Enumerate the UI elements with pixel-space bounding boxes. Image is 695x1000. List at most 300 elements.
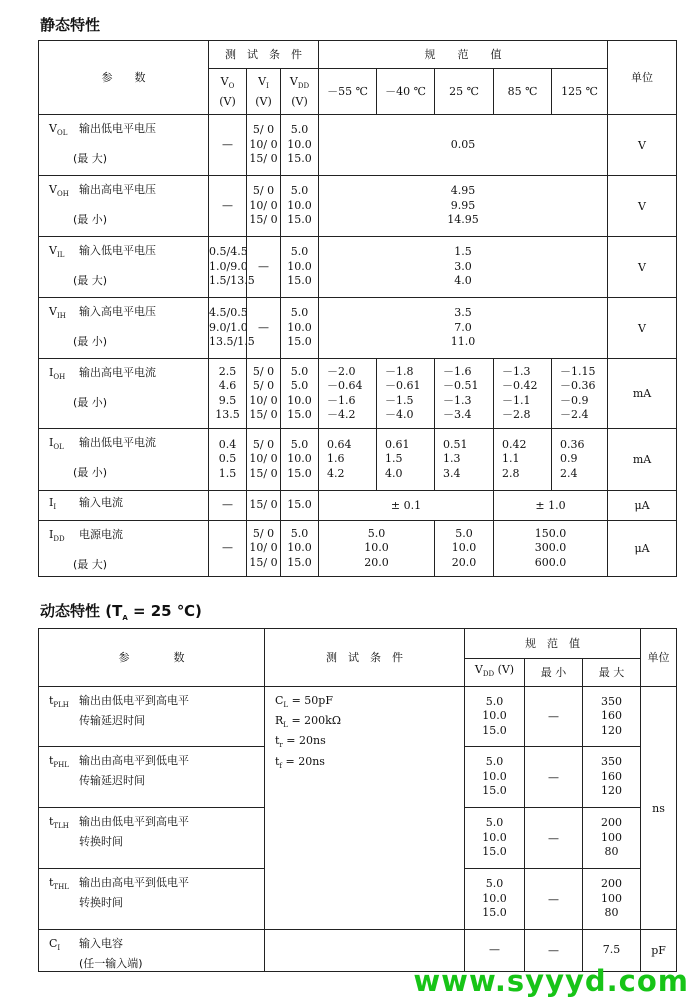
- temp-value-cell: [552, 359, 608, 429]
- value: 2.4: [560, 466, 578, 480]
- value: 15.0: [287, 555, 312, 569]
- value: —: [258, 320, 269, 334]
- param-line: [49, 528, 123, 544]
- value: 1.5/13.5: [209, 274, 255, 288]
- value: 5.0: [290, 184, 309, 198]
- value: 0.51: [443, 437, 468, 451]
- spec-value-cell: [319, 237, 608, 298]
- unit-cell: μA: [608, 521, 677, 577]
- condition-line: [275, 713, 464, 733]
- unit-cell: V: [608, 115, 677, 176]
- vi-cell: [247, 491, 281, 521]
- param-cell: [39, 237, 209, 298]
- vdd-cell: [281, 429, 319, 491]
- min-cell: —: [525, 747, 583, 808]
- value: －0.61: [385, 379, 421, 392]
- value: 10/ 0: [249, 137, 278, 151]
- temp-header: －40 ℃: [377, 69, 435, 115]
- value: 10.0: [287, 393, 312, 407]
- param-name: 输出由高电平到低电平: [79, 876, 189, 889]
- value-lines: [209, 245, 255, 289]
- param-cell: [39, 115, 209, 176]
- value-lines: [435, 438, 493, 482]
- value-lines: [465, 816, 524, 860]
- param-symbol: [49, 875, 79, 895]
- value: 15/ 0: [249, 213, 278, 227]
- value: 200: [601, 816, 623, 830]
- param-name-line2: 传输延迟时间: [79, 714, 145, 728]
- value: －3.4: [443, 408, 472, 421]
- symbol-sub: I: [53, 503, 57, 512]
- value: 5.0: [290, 245, 309, 259]
- max-cell: [583, 808, 641, 869]
- value-lines: [209, 306, 255, 350]
- value: 0.05: [450, 137, 476, 151]
- param-line: [49, 183, 156, 199]
- param-line: [49, 875, 264, 895]
- dyn-max-header: 最 大: [583, 659, 641, 687]
- value: 3.0: [454, 259, 472, 273]
- spec-value-cell: ± 0.1: [319, 491, 494, 521]
- param-cell: [39, 930, 265, 972]
- spec-value-cell: [319, 521, 435, 577]
- value: 0.5/4.5: [209, 245, 248, 259]
- spec-values-header: 规 范 值: [319, 41, 608, 69]
- value-lines: [465, 695, 524, 739]
- value: 80: [604, 845, 619, 859]
- unit-header: 单位: [608, 41, 677, 115]
- symbol: I: [49, 436, 54, 449]
- value: 0.9: [560, 452, 578, 466]
- value-lines: [247, 438, 280, 482]
- value: 9.0/1.0: [209, 320, 248, 334]
- value: —: [222, 541, 233, 555]
- value-lines: [377, 438, 434, 482]
- value-lines: [281, 527, 318, 571]
- symbol: I: [49, 528, 54, 541]
- spec-value-cell: [435, 521, 494, 577]
- static-row: [39, 176, 677, 237]
- unit-cell: V: [608, 237, 677, 298]
- value-lines: [319, 306, 607, 350]
- symbol: t: [49, 754, 54, 767]
- symbol: t: [49, 694, 54, 707]
- value: 5.0: [485, 755, 504, 769]
- value: 15.0: [287, 498, 312, 512]
- param-qualifier: (最 小): [73, 213, 108, 227]
- symbol-sub: PHL: [53, 761, 69, 770]
- param-cell: [39, 359, 209, 429]
- dyn-vdd-header: $V_{DD}$ (V): [465, 659, 525, 687]
- value: 15.0: [482, 784, 507, 798]
- value-lines: [435, 365, 493, 423]
- value: 10.0: [451, 541, 477, 555]
- value: 5.0: [367, 526, 386, 540]
- param-line: [49, 244, 156, 260]
- param-symbol: [49, 243, 79, 263]
- value-lines: [583, 877, 640, 921]
- value-lines: [209, 199, 246, 214]
- value-lines: [319, 245, 607, 289]
- value: 350: [601, 755, 623, 769]
- value: 3.4: [443, 466, 461, 480]
- value: 14.95: [447, 213, 479, 227]
- value-lines: [465, 943, 524, 958]
- value: 1.5: [385, 452, 403, 466]
- value: —: [489, 943, 500, 957]
- value-lines: [494, 438, 551, 482]
- value-lines: [319, 365, 376, 423]
- param-name: 输出高电平电流: [79, 366, 156, 379]
- param-name-line2: 转换时间: [79, 835, 123, 849]
- value: 2.5: [218, 364, 237, 378]
- param-cell: [39, 808, 265, 869]
- value: 120: [601, 723, 623, 737]
- value: 350: [601, 694, 623, 708]
- dynamic-section-title: 动态特性 ($T_A = 25$ ℃): [40, 602, 202, 622]
- vdd-cell: [281, 176, 319, 237]
- value: 1.0/9.0: [209, 259, 248, 273]
- value: 15.0: [287, 274, 312, 288]
- value-lines: [583, 816, 640, 860]
- value: 1.3: [443, 452, 461, 466]
- vo-cell: [209, 298, 255, 359]
- value: 10.0: [364, 541, 389, 555]
- temp-value-cell: [552, 429, 608, 491]
- vdd-cell: [465, 747, 525, 808]
- param-name-line2: 转换时间: [79, 896, 123, 910]
- value-lines: [435, 527, 493, 571]
- param-name: 输出由低电平到高电平: [79, 694, 189, 707]
- value: 5.0: [290, 364, 309, 378]
- symbol-sub: f: [279, 761, 283, 770]
- param-symbol: [49, 121, 79, 141]
- value: 0.42: [502, 437, 527, 451]
- value-lines: [494, 365, 551, 423]
- param-cell: [39, 687, 265, 747]
- value: 10/ 0: [249, 452, 278, 466]
- value: 200: [601, 877, 623, 891]
- value-lines: [319, 527, 434, 571]
- param-name: 输入电流: [79, 496, 123, 510]
- value: 10/ 0: [249, 393, 278, 407]
- value-lines: [281, 306, 318, 350]
- test-conditions-cell: [265, 687, 465, 930]
- dynamic-characteristics-table: [38, 628, 677, 972]
- symbol: t: [275, 734, 280, 748]
- vi-cell: [247, 176, 281, 237]
- condition-line: [275, 733, 464, 753]
- symbol-sub: IH: [56, 312, 66, 321]
- value: 10.0: [287, 320, 312, 334]
- value: 15.0: [482, 906, 507, 920]
- unit-cell: μA: [608, 491, 677, 521]
- symbol: t: [275, 754, 280, 768]
- vdd-cell: [465, 687, 525, 747]
- value-lines: [465, 755, 524, 799]
- value: 5.0: [290, 437, 309, 451]
- param-line: [49, 753, 264, 773]
- symbol: V: [49, 244, 57, 257]
- value: 10.0: [482, 709, 507, 723]
- vo-cell: [209, 521, 247, 577]
- spec-value-cell: [319, 298, 608, 359]
- vdd-header: $V_{DD}$ (V): [281, 69, 319, 115]
- param-name: 输出低电平电压: [79, 122, 156, 135]
- value: 0.64: [327, 437, 352, 451]
- value: －2.4: [560, 408, 589, 421]
- symbol-sub: I: [57, 944, 61, 953]
- vo-header: $V_O$ (V): [209, 69, 247, 115]
- value: 15/ 0: [249, 408, 278, 421]
- value: －1.8: [385, 364, 414, 378]
- symbol: I: [49, 496, 54, 510]
- temp-value-cell: [377, 429, 435, 491]
- value-lines: [281, 365, 318, 423]
- min-cell: —: [525, 687, 583, 747]
- value: 160: [601, 709, 623, 723]
- unit-cell: ns: [641, 687, 677, 930]
- temp-header: 125 ℃: [552, 69, 608, 115]
- value-lines: [552, 365, 607, 423]
- value-lines: [377, 365, 434, 423]
- value-lines: [247, 498, 280, 513]
- vi-cell: [247, 237, 281, 298]
- temp-header: －55 ℃: [319, 69, 377, 115]
- value: 10/ 0: [249, 198, 278, 212]
- value-lines: [583, 943, 640, 958]
- param-cell: [39, 491, 209, 521]
- symbol: C: [49, 937, 58, 950]
- value: 15.0: [482, 845, 507, 859]
- vo-cell: [209, 359, 247, 429]
- value: 300.0: [534, 541, 567, 555]
- symbol: R: [275, 714, 284, 728]
- symbol-sub: OL: [56, 129, 68, 138]
- param-qualifier: (最 小): [73, 396, 108, 410]
- value: 100: [601, 830, 623, 844]
- value: －0.42: [502, 379, 538, 392]
- dyn-spec-header: 规 范 值: [465, 629, 641, 659]
- param-name: 输入电容: [79, 937, 123, 950]
- param-line: [49, 436, 156, 452]
- value: －0.64: [327, 379, 363, 392]
- value: 160: [601, 769, 623, 783]
- static-row: [39, 359, 677, 429]
- value: 0.4: [218, 437, 237, 451]
- symbol: V: [49, 183, 57, 196]
- value-lines: [247, 321, 280, 336]
- min-cell: —: [525, 930, 583, 972]
- dyn-unit-header: 单位: [641, 629, 677, 687]
- value: 10.0: [287, 198, 312, 212]
- param-symbol: [49, 365, 79, 385]
- param-cell: [39, 747, 265, 808]
- temp-value-cell: [319, 359, 377, 429]
- unit-cell: V: [608, 298, 677, 359]
- value: —: [222, 198, 233, 212]
- param-qualifier: (最 大): [73, 558, 108, 572]
- value: 10.0: [482, 830, 507, 844]
- value: 15.0: [287, 213, 312, 227]
- param-symbol: [49, 495, 79, 515]
- param-qualifier: (最 大): [73, 274, 108, 288]
- param-name-line2: 传输延迟时间: [79, 774, 145, 788]
- value: 15.0: [287, 152, 312, 166]
- value: 15.0: [287, 466, 312, 480]
- value-lines: [247, 365, 280, 423]
- symbol: t: [49, 815, 54, 828]
- static-row: [39, 298, 677, 359]
- value: 13.5: [215, 408, 240, 421]
- value: 5/ 0: [252, 437, 275, 451]
- vo-cell: [209, 491, 247, 521]
- value: 1.1: [502, 452, 520, 466]
- value: －1.1: [502, 393, 531, 407]
- param-symbol: [49, 693, 79, 713]
- param-line: [49, 814, 264, 834]
- value: 5/ 0: [252, 364, 275, 378]
- value-lines: [247, 260, 280, 275]
- vdd-cell: [281, 491, 319, 521]
- spec-value-cell: [319, 176, 608, 237]
- value: －2.0: [327, 364, 356, 378]
- temp-value-cell: [494, 429, 552, 491]
- param-symbol: [49, 527, 79, 547]
- static-row: [39, 237, 677, 298]
- param-line: [49, 693, 264, 713]
- unit-cell: mA: [608, 359, 677, 429]
- value-lines: [319, 184, 607, 228]
- param-name: 电源电流: [79, 528, 123, 541]
- value: 0.61: [385, 437, 410, 451]
- value: 15/ 0: [249, 498, 278, 512]
- value: 4.6: [218, 379, 237, 392]
- value: 10/ 0: [249, 541, 278, 555]
- value: 15/ 0: [249, 152, 278, 166]
- value: －4.0: [385, 408, 414, 421]
- value: 600.0: [534, 555, 567, 569]
- param-cell: [39, 176, 209, 237]
- param-line: [49, 366, 156, 382]
- value: 3.5: [454, 306, 472, 320]
- symbol: C: [275, 694, 284, 707]
- value: 15.0: [287, 335, 312, 349]
- vo-cell: [209, 237, 255, 298]
- value-lines: [209, 498, 246, 513]
- value: －2.8: [502, 408, 531, 421]
- param-cell: [39, 298, 209, 359]
- param-symbol: [49, 435, 79, 455]
- vdd-cell: [281, 521, 319, 577]
- value: 5.0: [290, 379, 309, 392]
- static-row: [39, 429, 677, 491]
- vi-cell: [247, 359, 281, 429]
- unit-cell: pF: [641, 930, 677, 972]
- symbol-sub: OH: [56, 190, 69, 199]
- unit-cell: mA: [608, 429, 677, 491]
- symbol-sub: TLH: [53, 822, 69, 831]
- value: －1.6: [327, 393, 356, 407]
- vo-cell: [209, 115, 247, 176]
- value-lines: [209, 365, 246, 423]
- param-symbol: [49, 814, 79, 834]
- value: 4.5/0.5: [209, 306, 248, 320]
- value-lines: [494, 527, 607, 571]
- static-row: [39, 521, 677, 577]
- value: －1.6: [443, 364, 472, 378]
- value-lines: [552, 438, 607, 482]
- value: 4.95: [450, 184, 476, 198]
- value: －1.3: [443, 393, 472, 407]
- value: —: [222, 498, 233, 512]
- param-cell: [39, 429, 209, 491]
- vi-cell: [247, 429, 281, 491]
- value-lines: [209, 541, 246, 556]
- param-line: [49, 305, 156, 321]
- symbol: V: [49, 122, 57, 135]
- param-qualifier: (最 小): [73, 335, 108, 349]
- value: —: [222, 137, 233, 151]
- vdd-cell: [465, 869, 525, 930]
- value: 5/ 0: [252, 184, 275, 198]
- spec-value-cell: [319, 115, 608, 176]
- param-cell: [39, 521, 209, 577]
- value: 0.5: [218, 452, 237, 466]
- value-lines: [465, 877, 524, 921]
- condition-value: = 50pF: [288, 694, 333, 707]
- param-name-line2: (任一输入端): [79, 957, 143, 971]
- value: 1.5: [218, 466, 237, 480]
- dyn-cond-header: 测 试 条 件: [265, 629, 465, 687]
- temp-value-cell: [435, 429, 494, 491]
- value: 15/ 0: [249, 555, 278, 569]
- vi-cell: [247, 521, 281, 577]
- param-name: 输入高电平电压: [79, 305, 156, 318]
- vdd-cell: [465, 808, 525, 869]
- unit-cell: V: [608, 176, 677, 237]
- value-lines: [247, 527, 280, 571]
- static-row: [39, 491, 677, 521]
- value: 5/ 0: [252, 379, 275, 392]
- value: 4.0: [385, 466, 403, 480]
- value: 7.0: [454, 320, 472, 334]
- value: 0.36: [560, 437, 585, 451]
- value: －0.9: [560, 393, 589, 407]
- condition-line: [275, 754, 464, 774]
- value: 5.0: [485, 877, 504, 891]
- vdd-cell: [281, 115, 319, 176]
- symbol-sub: DD: [53, 535, 65, 544]
- min-cell: —: [525, 808, 583, 869]
- value-lines: [247, 123, 280, 167]
- temp-value-cell: [435, 359, 494, 429]
- value: —: [258, 259, 269, 273]
- value-lines: [281, 438, 318, 482]
- symbol-sub: PLH: [53, 701, 69, 710]
- symbol: I: [49, 366, 54, 379]
- param-name: 输入低电平电压: [79, 244, 156, 257]
- value: 1.5: [454, 245, 472, 259]
- vi-header: $V_I$ (V): [247, 69, 281, 115]
- value: 13.5/1.5: [209, 335, 255, 349]
- value: 10.0: [287, 259, 312, 273]
- value-lines: [319, 438, 376, 482]
- value-lines: [319, 138, 607, 153]
- test-conditions-header: 测 试 条 件: [209, 41, 319, 69]
- max-cell: [583, 687, 641, 747]
- param-symbol: [49, 304, 79, 324]
